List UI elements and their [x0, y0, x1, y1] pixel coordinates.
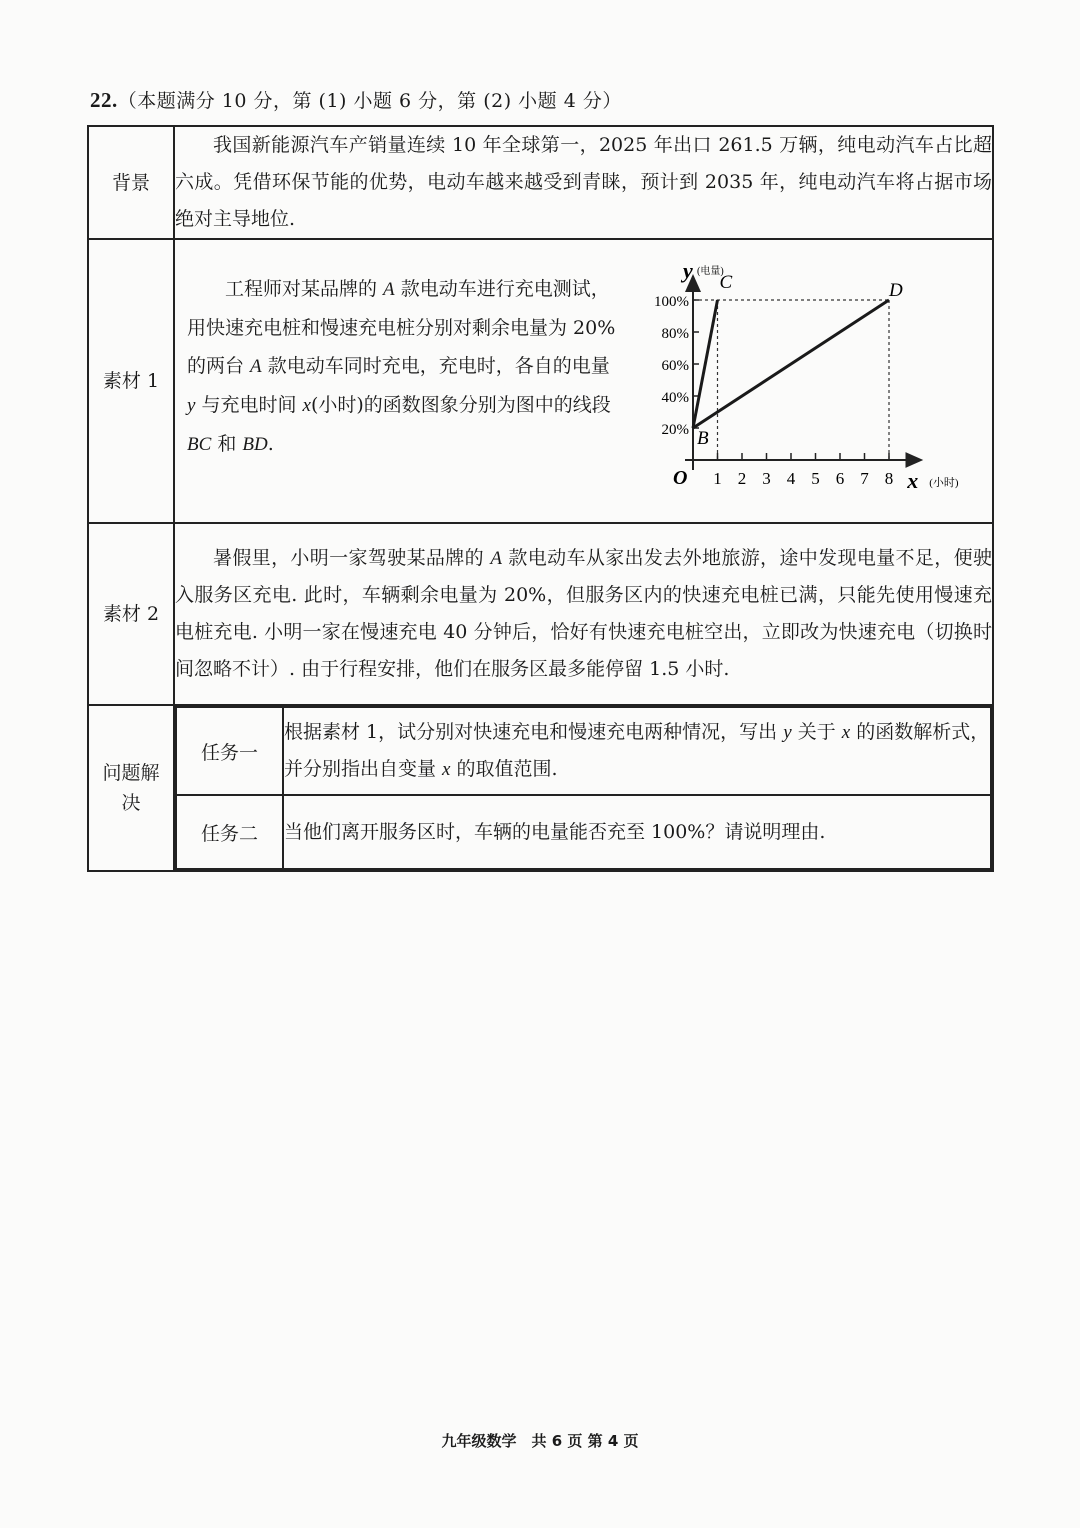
var-x: x — [442, 759, 451, 780]
material1-text-part: 和 — [211, 433, 243, 455]
problem-table — [87, 125, 994, 872]
var-A: A — [250, 356, 262, 377]
segment-BC: BC — [187, 434, 212, 455]
y-tick-label: 100% — [654, 294, 689, 310]
background-label: 背景 — [88, 126, 174, 239]
material1-text-part: . — [267, 433, 274, 455]
material1-text — [187, 270, 617, 464]
origin-label: O — [673, 467, 688, 489]
problem-label: 问题解决 — [88, 705, 174, 871]
task1-row — [176, 707, 991, 795]
task2-row — [176, 795, 991, 869]
point-label-B: B — [697, 428, 709, 449]
material1-label: 素材 1 — [88, 239, 174, 523]
task1-text — [283, 707, 991, 795]
y-tick-label: 60% — [661, 358, 689, 374]
emphasis-char: 两 — [644, 721, 664, 743]
task1-text-part: 的函数解析式，并分别指出自变量 — [284, 721, 990, 780]
segment-BD: BD — [242, 434, 268, 455]
background-row — [88, 126, 993, 239]
task1-text-part: 关于 — [791, 721, 842, 743]
material2-cell — [174, 523, 993, 705]
task2-text: 当他们离开服务区时，车辆的电量能否充至 100%？请说明理由. — [283, 795, 991, 869]
material1-text-part: (小时)的函数图象分别为图中的线段 — [310, 394, 611, 416]
background-cell — [174, 126, 993, 239]
var-x: x — [841, 722, 851, 743]
var-y: y — [187, 395, 196, 416]
x-axis-unit: (小时) — [929, 477, 959, 489]
material1-text-part: 与充电时间 — [195, 394, 303, 416]
var-x: x — [302, 395, 311, 416]
var-A: A — [490, 548, 503, 569]
series-line-BD — [693, 300, 889, 428]
x-tick-label: 1 — [713, 469, 722, 488]
task1-label: 任务一 — [176, 707, 283, 795]
material2-row — [88, 523, 993, 705]
x-axis-label: x — [907, 468, 919, 493]
x-tick-label: 4 — [786, 469, 796, 488]
page-footer: 九年级数学 共 6 页 第 4 页 — [441, 1432, 639, 1450]
charging-chart — [635, 250, 975, 512]
point-label-D: D — [889, 280, 903, 301]
x-tick-label: 8 — [884, 469, 894, 488]
material1-text-part: 款电动车同时充电，充电时，各自的电量 — [261, 355, 610, 377]
material1-text-part: 款电动车进行充电测试，用快速充电桩和慢速充电桩分别对剩余电量为 20%的两台 — [187, 278, 616, 377]
question-header — [90, 86, 622, 113]
x-tick-label: 3 — [762, 469, 771, 488]
x-tick-label: 2 — [737, 469, 747, 488]
material1-row — [88, 239, 993, 523]
x-tick-label: 5 — [811, 469, 820, 488]
background-text: 我国新能源汽车产销量连续 10 年全球第一，2025 年出口 261.5 万辆，纯电动汽车占比超六成。凭借环保节能的优势，电动车越来越受到青睐，预计到 2035 年，纯电动汽车将占据市场绝对主导地位. — [175, 134, 992, 230]
material2-text-part: 款电动车从家出发去外地旅游，途中发现电量不足，便驶入服务区充电. 此时，车辆剩余电量为 20%，但服务区内的快速充电桩已满，只能先使用慢速充电桩充电. 小明一家在慢速充电 40 分钟后，恰好有快速充电桩空出，立即改为快速充电（切换时间忽略不计）. 由于行程安排，他们在服务区最多能停留 1.5 小时. — [175, 547, 992, 680]
material2-label: 素材 2 — [88, 523, 174, 705]
y-axis-unit: (电量) — [697, 266, 724, 277]
point-label-C: C — [719, 272, 733, 293]
y-tick-label: 40% — [661, 390, 689, 406]
y-axis-label: y — [683, 258, 693, 283]
material1-cell — [174, 239, 993, 523]
var-A: A — [383, 279, 395, 300]
y-tick-label: 80% — [661, 326, 689, 342]
material2-text-part: 暑假里，小明一家驾驶某品牌的 — [213, 547, 491, 569]
question-number: 22. — [90, 88, 118, 112]
material1-text-part: 工程师对某品牌的 — [225, 278, 384, 300]
question-score-note: （本题满分 10 分，第 (1) 小题 6 分，第 (2) 小题 4 分） — [117, 90, 622, 112]
var-y: y — [783, 722, 792, 743]
x-tick-label: 7 — [860, 469, 869, 488]
problem-row — [88, 705, 993, 871]
task1-text-part: 的取值范围. — [450, 758, 558, 780]
emphasis-char: 种 — [663, 721, 683, 743]
tasks-table — [175, 706, 992, 870]
material2-text — [175, 540, 992, 688]
y-tick-label: 20% — [661, 422, 689, 438]
task1-text-part: 情况，写出 — [682, 721, 784, 743]
task2-label: 任务二 — [176, 795, 283, 869]
tasks-cell — [174, 705, 993, 871]
x-tick-label: 6 — [835, 469, 845, 488]
task1-text-part: 根据素材 1，试分别对快速充电和慢速充电 — [284, 721, 645, 743]
